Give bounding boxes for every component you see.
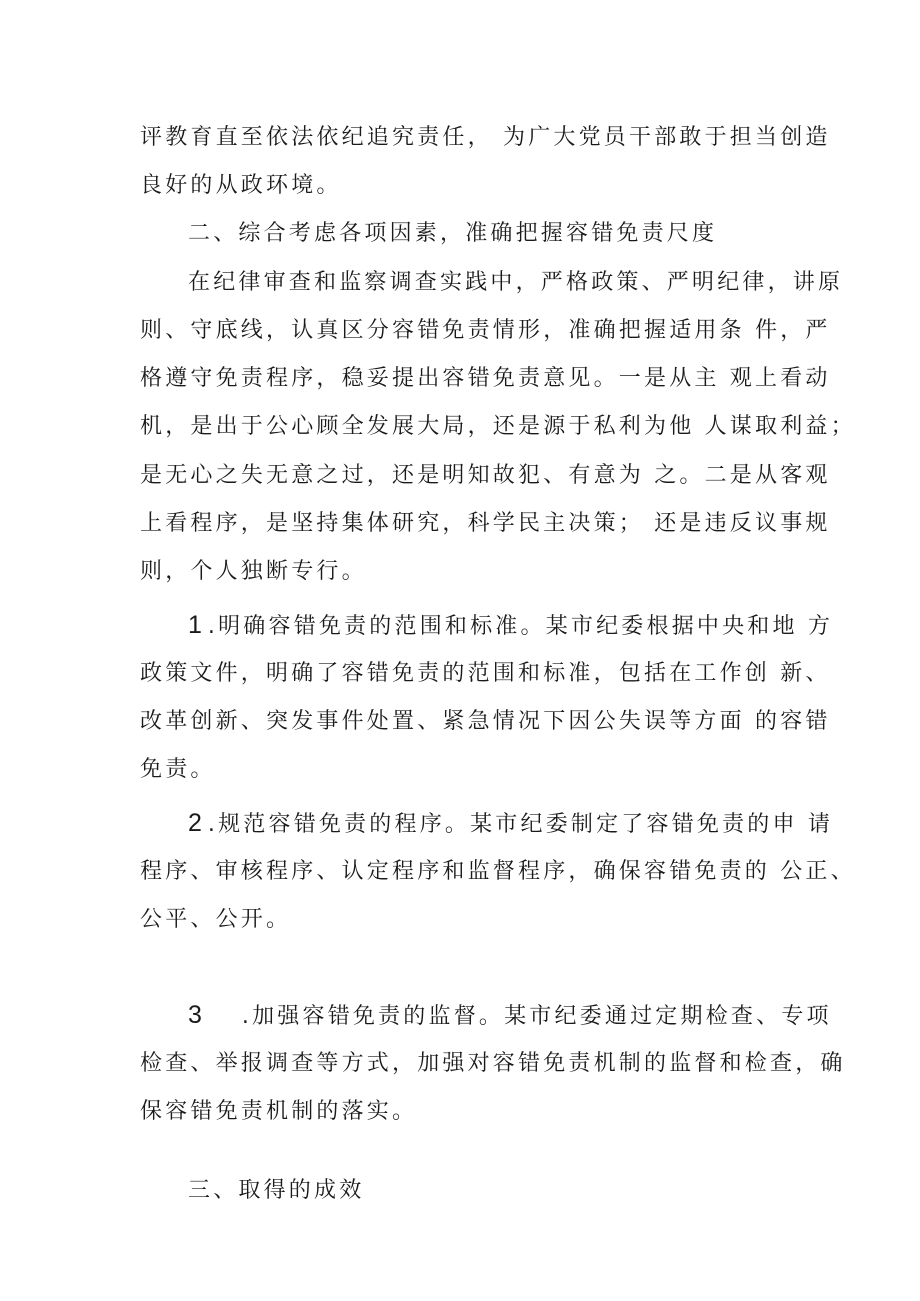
body-text-line: 上看程序，是坚持集体研究，科学民主决策； 还是违反议事规 — [140, 511, 831, 536]
body-text-line: 免责。 — [140, 757, 216, 782]
body-text-line: 公平、公开。 — [140, 907, 292, 932]
list-item-text: .明确容错免责的范围和标准。某市纪委根据中央和地 方 — [207, 614, 834, 639]
list-item — [188, 808, 833, 840]
body-text-line: 评教育直至依法依纪追究责任， 为广大党员干部敢于担当创造 — [140, 125, 831, 150]
body-text-line: 格遵守免责程序，稳妥提出容错免责意见。一是从主 观上看动 — [140, 366, 831, 391]
section-heading: 二、综合考虑各项因素，准确把握容错免责尺度 — [188, 221, 718, 246]
list-item — [188, 1000, 832, 1032]
body-text-line: 是无心之失无意之过，还是明知故犯、有意为 之。二是从客观 — [140, 463, 831, 488]
body-text-line: 良好的从政环境。 — [140, 173, 342, 198]
body-text-line: 机，是出于公心顾全发展大局，还是源于私利为他 人谋取利益； — [140, 414, 856, 439]
body-text-line: 政策文件，明确了容错免责的范围和标准，包括在工作创 新、 — [140, 661, 831, 686]
section-heading: 三、取得的成效 — [188, 1178, 365, 1203]
list-item-text: .规范容错免责的程序。某市纪委制定了容错免责的申 请 — [207, 812, 834, 837]
body-text-line: 则、守底线，认真区分容错免责情形，准确把握适用条 件，严 — [140, 318, 831, 343]
list-item-number: 3 — [188, 1001, 202, 1029]
list-item-text: .加强容错免责的监督。某市纪委通过定期检查、专项 — [241, 1004, 832, 1029]
body-text-line: 程序、审核程序、认定程序和监督程序，确保容错免责的 公正、 — [140, 859, 856, 884]
body-text-line: 改革创新、突发事件处置、紧急情况下因公失误等方面 的容错 — [140, 709, 831, 734]
body-text-line: 保容错免责机制的落实。 — [140, 1099, 418, 1124]
list-item-number: 1 — [188, 611, 202, 639]
body-text-line: 检查、举报调查等方式，加强对容错免责机制的监督和检查，确 — [140, 1051, 846, 1076]
body-text-line: 在纪律审查和监察调查实践中，严格政策、严明纪律，讲原 — [188, 270, 844, 295]
list-item — [188, 610, 833, 642]
body-text-line: 则，个人独断专行。 — [140, 559, 367, 584]
list-item-number: 2 — [188, 809, 202, 837]
